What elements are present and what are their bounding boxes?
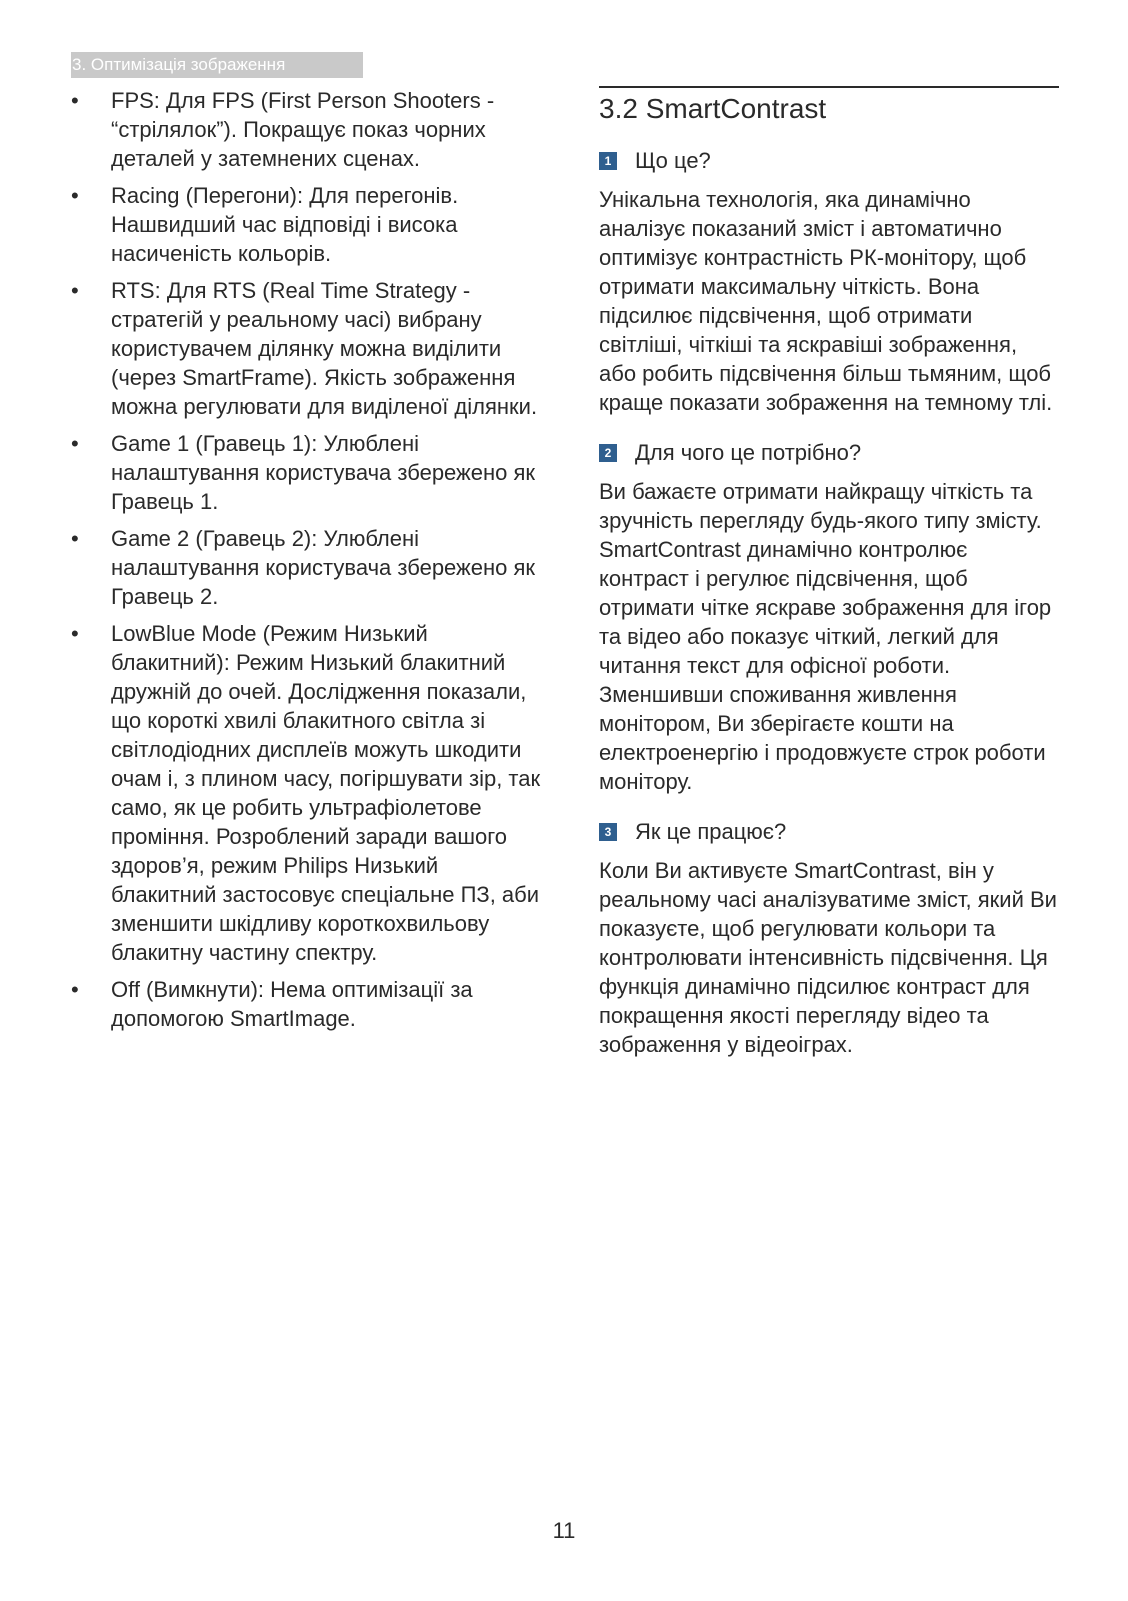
list-item [71,619,541,967]
list-item-text: RTS: Для RTS (Real Time Strategy - стратегій у реальному часі) вибрану користувачем ділянку можна виділити (через SmartFrame). Якість зображення можна регулювати для виділеної ділянки. [111,278,538,419]
list-item-text: Off (Вимкнути): Нема оптимізації за допомогою SmartImage. [111,977,473,1031]
list-item [71,86,541,173]
subsection-heading [599,439,1059,467]
section-number-badge: 2 [599,444,617,462]
list-item-text: LowBlue Mode (Режим Низький блакитний): Режим Низький блакитний дружній до очей. Дослідження показали, що короткі хвилі блакитного світла зі світлодіодних дисплеїв можуть шкодити очам і, з плином часу, погіршувати зір, так само, як це робить ультрафіолетове проміння. Розроблений заради вашого здоров’я, режим Philips Низький блакитний застосовує спеціальне ПЗ, аби зменшити шкідливу короткохвильову блакитну частину спектру. [111,621,541,965]
list-item-text: FPS: Для FPS (First Person Shooters - “стрілялок”). Покращує показ чорних деталей у затемнених сценах. [111,88,495,171]
right-column [599,86,1059,1081]
subsection-title: Як це працює? [635,819,787,844]
list-item [71,181,541,268]
bullet-symbol: • [71,526,79,551]
subsection-paragraph: Ви бажаєте отримати найкращу чіткість та зручність перегляду будь-якого типу змісту. SmartContrast динамічно контролює контраст і регулює підсвічення, щоб отримати чітке яскраве зображення для ігор та відео або показує чіткий, легкий для читання текст для офісної роботи. Зменшивши споживання живлення монітором, Ви зберігаєте кошти на електроенергію і продовжуєте строк роботи монітору. [599,479,1052,794]
list-item-text: Game 1 (Гравець 1): Улюблені налаштування користувача збережено як Гравець 1. [111,431,536,514]
list-item [71,975,541,1033]
section-header-label: 3. Оптимізація зображення [71,52,363,78]
subsection-title: Що це? [635,148,711,173]
subsection-paragraph: Коли Ви активуєте SmartContrast, він у реальному часі аналізуватиме зміст, який Ви показуєте, щоб регулювати кольори та контролювати інтенсивність підсвічення. Ця функція динамічно підсилює контраст для покращення якості перегляду відео та зображення у відеоіграх. [599,858,1057,1057]
subsection-heading [599,147,1059,175]
subsection-heading [599,818,1059,846]
bullet-symbol: • [71,278,79,303]
bullet-symbol: • [71,977,79,1002]
bullet-symbol: • [71,183,79,208]
section-title: 3.2 SmartContrast [599,93,827,124]
list-item [71,524,541,611]
bullet-symbol: • [71,431,79,456]
left-column [71,86,541,1041]
bullet-symbol: • [71,88,79,113]
bullet-list [71,86,541,1033]
subsection-paragraph: Унікальна технологія, яка динамічно аналізує показаний зміст і автоматично оптимізує контрастність РК-монітору, щоб отримати максимальну чіткість. Вона підсилює підсвічення, щоб отримати світліші, чіткіші та яскравіші зображення, або робить підсвічення більш тьмяним, щоб краще показати зображення на темному тлі. [599,187,1053,415]
bullet-symbol: • [71,621,79,646]
list-item-text: Racing (Перегони): Для перегонів. Нашвидший час відповіді і висока насиченість кольорів. [111,183,459,266]
title-rule [599,86,1059,88]
section-number-badge: 1 [599,152,617,170]
list-item [71,276,541,421]
list-item [71,429,541,516]
section-number-badge: 3 [599,823,617,841]
page-number: 11 [552,1518,576,1543]
subsection-title: Для чого це потрібно? [635,440,862,465]
list-item-text: Game 2 (Гравець 2): Улюблені налаштування користувача збережено як Гравець 2. [111,526,536,609]
